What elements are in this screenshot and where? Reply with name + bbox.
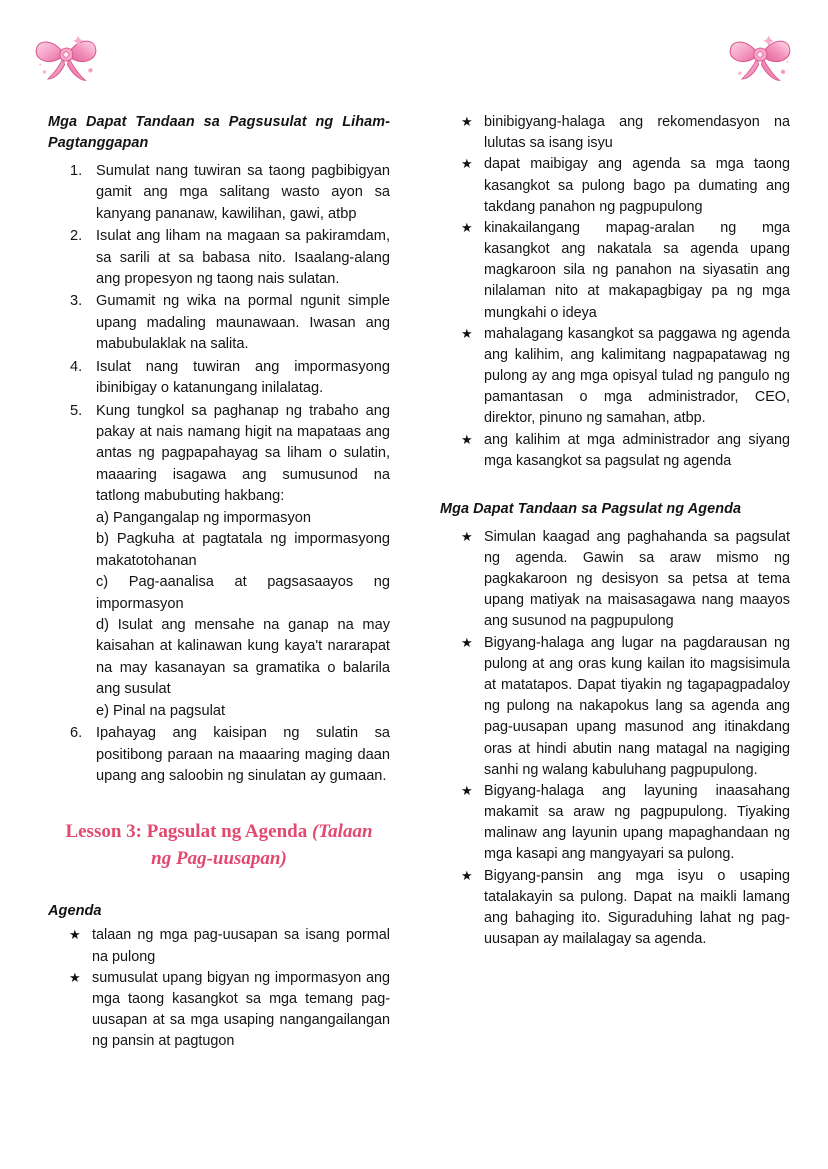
list-item-text: Kung tungkol sa paghanap ng trabaho ang pakay at nais namang higit na mapataas ang antas ng pagpapahayag sa liham o sulatin, maaaring isagawa ang sumusunod na tatlong mabubuting hakbang: bbox=[96, 402, 390, 505]
list-item bbox=[440, 430, 790, 472]
list-item bbox=[48, 226, 390, 290]
agenda-bullet-list bbox=[48, 925, 390, 1052]
list-item-text: talaan ng mga pag-uusapan sa isang pormal na pulong bbox=[92, 927, 390, 965]
lesson-heading-main: Lesson 3: Pagsulat ng Agenda bbox=[65, 821, 312, 843]
list-item bbox=[48, 968, 390, 1053]
list-item bbox=[440, 781, 790, 866]
list-item-text: Isulat ang liham na magaan sa pakiramdam, sa sarili at sa babasa nito. Isaalang-alang ang propesyon ng taong nais sulatan. bbox=[96, 228, 390, 287]
list-item-text: Sumulat nang tuwiran sa taong pagbibigyan gamit ang mga salitang wasto ayon sa kanyang pananaw, kawilihan, gawi, atbp bbox=[96, 162, 390, 222]
star-bullet-icon: ★ bbox=[461, 114, 473, 129]
star-bullet-icon: ★ bbox=[461, 156, 473, 172]
star-bullet-icon: ★ bbox=[461, 431, 473, 447]
sub-item-e: e) Pinal na pagsulat bbox=[96, 702, 225, 719]
list-item bbox=[440, 633, 790, 781]
section-spacer bbox=[440, 472, 790, 499]
list-item-text: Bigyang-halaga ang lugar na pagdarausan ng pulong at ang oras kung kailan ito magsisimula at matatapos. Dapat tiyakin ng tagapagpadaloy ng pulong na nakapokus lang sa agenda ang pag-uusapan upang masunod ang itinakdang oras at hindi abutin nang matagal na nagiging sanhi ng walang kabuluhang pagpupulong. bbox=[484, 634, 790, 778]
list-item bbox=[440, 324, 790, 430]
star-bullet-icon: ★ bbox=[461, 219, 473, 235]
left-column bbox=[48, 112, 390, 1052]
list-item bbox=[440, 866, 790, 951]
sub-item-d: d) Isulat ang mensahe na ganap na may kaisahan at kalinawan kung kaya't nararapat na may kasanayan sa gramatika o balarila ang susulat bbox=[96, 616, 390, 698]
list-item bbox=[48, 357, 390, 400]
right-top-bullet-list bbox=[440, 112, 790, 472]
right-column bbox=[440, 112, 790, 950]
list-item bbox=[48, 723, 390, 787]
sub-item-b: b) Pagkuha at pagtatala ng impormasyong makatotohanan bbox=[96, 531, 390, 569]
list-item bbox=[48, 401, 390, 723]
list-item-text: sumusulat upang bigyan ng impormasyon ang mga taong kasangkot sa mga temang pag-uusapan at sa mga usaping nangangailangan ng pansin at pagtugon bbox=[92, 969, 390, 1050]
lesson-heading-subtitle: (Talaan ng Pag-uusapan) bbox=[151, 821, 373, 870]
list-item-text: Simulan kaagad ang paghahanda sa pagsulat ng agenda. Gawin sa araw mismo ng pagkakaroon ng desisyon sa petsa at tema upang matiyak na maisasagawa nang maayos ang susunod na pagpupulong bbox=[484, 528, 790, 630]
pink-bow-icon-right bbox=[722, 20, 798, 92]
right-section-bullet-list bbox=[440, 527, 790, 950]
star-bullet-icon: ★ bbox=[69, 969, 81, 985]
list-item-text: Bigyang-halaga ang layuning inaasahang makamit sa araw ng pagpupulong. Tiyaking malinaw ang layunin upang mapaghandaan ng mga kasapi ang mangyayari sa pulong. bbox=[484, 782, 790, 863]
star-bullet-icon: ★ bbox=[461, 634, 473, 650]
list-item bbox=[440, 218, 790, 324]
list-item bbox=[48, 161, 390, 225]
star-bullet-icon: ★ bbox=[461, 325, 473, 341]
list-item-text: mahalagang kasangkot sa paggawa ng agenda ang kalihim, ang kalimitang nagpapatawag ng pulong ay ang mga opisyal tulad ng pangulo ng pamantasan o mga administrador, CEO, direktor, pinuno ng samahan, atbp. bbox=[484, 325, 790, 427]
pink-bow-icon-left bbox=[28, 20, 104, 92]
list-item bbox=[440, 527, 790, 633]
star-bullet-icon: ★ bbox=[461, 528, 473, 544]
list-item-text: binibigyang-halaga ang rekomendasyon na lulutas sa isang isyu bbox=[484, 114, 790, 152]
list-item-text: Isulat nang tuwiran ang impormasyong ibinibigay o katanungang inilalatag. bbox=[96, 358, 390, 397]
right-section-heading: Mga Dapat Tandaan sa Pagsulat ng Agenda bbox=[440, 500, 742, 517]
list-item bbox=[440, 154, 790, 218]
list-item bbox=[440, 112, 790, 154]
list-item-text: kinakailangang mapag-aralan ng mga kasangkot ang nakatala sa agenda upang magkaroon sila ng panahon na siyasatin ang nilalaman nito at makapagbigay pa ng mga mungkahi o ideya bbox=[484, 219, 790, 321]
list-item-text: Bigyang-pansin ang mga isyu o usaping tatalakayin sa pulong. Dapat na maikli lamang ang bahaging ito. Siguraduhing lahat ng pag-uusapan ay mailalagay sa agenda. bbox=[484, 867, 790, 948]
list-item bbox=[48, 925, 390, 967]
lesson-heading bbox=[48, 819, 390, 873]
list-item-text: dapat maibigay ang agenda sa mga taong kasangkot sa pulong bago pa dumating ang takdang panahon ng pagpupulong bbox=[484, 156, 790, 215]
star-bullet-icon: ★ bbox=[461, 867, 473, 883]
star-bullet-icon: ★ bbox=[461, 782, 473, 798]
list-item-text: Ipahayag ang kaisipan ng sulatin sa positibong paraan na maaaring maging daan upang ang saloobin ng sinulatan ay gumaan. bbox=[96, 725, 390, 784]
list-item-text: Gumamit ng wika na pormal ngunit simple upang madaling maunawaan. Iwasan ang mabubulaklak na salita. bbox=[96, 293, 390, 353]
list-item bbox=[48, 291, 390, 355]
sub-item-a: a) Pangangalap ng impormasyon bbox=[96, 509, 311, 526]
numbered-list bbox=[48, 161, 390, 788]
agenda-heading: Agenda bbox=[48, 903, 102, 920]
sub-item-c: c) Pag-aanalisa at pagsasaayos ng impormasyon bbox=[96, 574, 390, 612]
list-item-text: ang kalihim at mga administrador ang siyang mga kasangkot sa pagsulat ng agenda bbox=[484, 431, 790, 469]
star-bullet-icon: ★ bbox=[69, 927, 81, 943]
left-section-heading: Mga Dapat Tandaan sa Pagsusulat ng Liham-Pagtanggapan bbox=[48, 114, 390, 151]
